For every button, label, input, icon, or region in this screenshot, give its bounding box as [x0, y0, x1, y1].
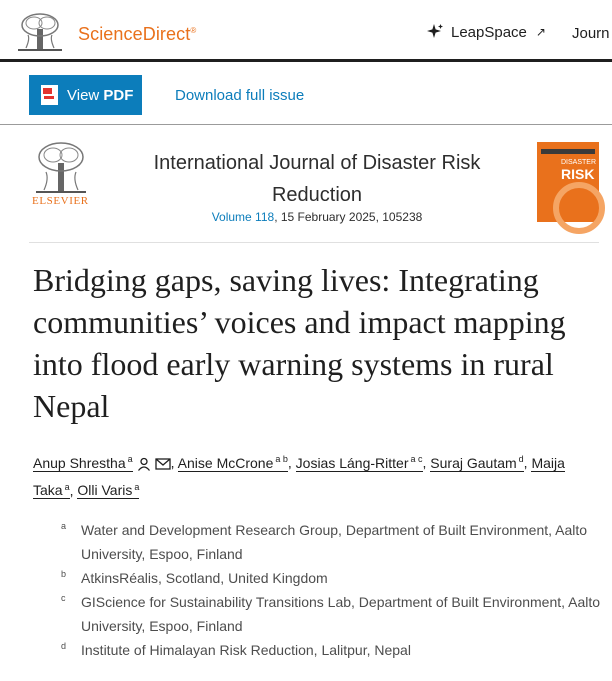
- leapspace-label: LeapSpace: [451, 23, 527, 41]
- journal-title[interactable]: International Journal of Disaster Risk Reduction: [153, 152, 481, 206]
- publisher-name: ELSEVIER: [32, 195, 89, 207]
- affiliation-label: a: [61, 521, 67, 531]
- external-link-icon: ↗: [535, 25, 546, 39]
- affiliation-list: [61, 518, 601, 662]
- affiliation-item: [61, 518, 601, 566]
- author-link[interactable]: Maija Taka $^a$: [33, 454, 565, 499]
- article-toolbar: [0, 65, 612, 125]
- view-pdf-button[interactable]: [29, 75, 142, 115]
- affiliation-text: Institute of Himalayan Risk Reduction, Lalitpur, Nepal: [81, 642, 411, 658]
- author-link[interactable]: Olli Varis $^a$: [77, 481, 140, 499]
- top-header: [0, 0, 612, 62]
- sciencedirect-logo[interactable]: [78, 24, 196, 45]
- cover-graphic: [553, 182, 605, 234]
- download-full-issue-link[interactable]: Download full issue: [175, 87, 305, 104]
- affiliation-text: GIScience for Sustainability Transitions Lab, Department of Built Environment, Aalto University, Espoo, Finland: [81, 594, 601, 634]
- affiliation-item: [61, 590, 601, 638]
- journals-nav-link[interactable]: Journ: [572, 25, 610, 42]
- affiliation-label: c: [61, 593, 66, 603]
- volume-link[interactable]: Volume 118: [211, 210, 275, 224]
- leapspace-link[interactable]: [426, 23, 546, 41]
- author-link[interactable]: Anup Shrestha $^a$: [33, 454, 133, 471]
- view-pdf-label: View PDF: [67, 86, 134, 104]
- envelope-icon[interactable]: [155, 458, 171, 470]
- affiliation-label: b: [61, 569, 67, 579]
- author-link[interactable]: Anise McCrone $^{a b}$: [177, 454, 288, 471]
- cover-text-big: RISK: [561, 166, 595, 182]
- brand-name: ScienceDirect: [78, 24, 191, 44]
- cover-text-small: DISASTER: [561, 159, 597, 166]
- author-link[interactable]: Suraj Gautam $^d$: [430, 454, 524, 471]
- elsevier-logo[interactable]: [32, 139, 90, 197]
- date-article-number: , 15 February 2025, 105238: [274, 210, 423, 224]
- affiliation-item: [61, 638, 601, 662]
- cover-bar: [541, 149, 595, 154]
- journal-meta: [119, 210, 515, 224]
- person-icon[interactable]: [137, 457, 151, 471]
- journal-header: [29, 125, 599, 243]
- affiliation-text: AtkinsRéalis, Scotland, United Kingdom: [81, 570, 328, 586]
- affiliation-label: d: [61, 641, 67, 651]
- journal-cover-image[interactable]: [537, 142, 599, 222]
- author-link[interactable]: Josias Láng-Ritter $^{a c}$: [295, 454, 423, 471]
- brand-mark: ®: [190, 26, 197, 35]
- sparkle-icon: [426, 23, 444, 41]
- elsevier-tree-logo[interactable]: [16, 11, 64, 53]
- affiliation-text: Water and Development Research Group, Department of Built Environment, Aalto University, Espoo, Finland: [81, 522, 588, 562]
- pdf-file-icon: [41, 85, 58, 105]
- author-list: Anup Shrestha $^a$ , Anise McCrone $^{a b}$, Josias Láng-Ritter $^{a c}$, Suraj Gautam $^d$, Maija Taka $^a$, Olli Varis $^a$: [33, 454, 565, 499]
- affiliation-item: [61, 566, 601, 590]
- article-title: Bridging gaps, saving lives: Integrating communities’ voices and impact mapping into flood early warning systems in rural Nepal: [33, 262, 566, 424]
